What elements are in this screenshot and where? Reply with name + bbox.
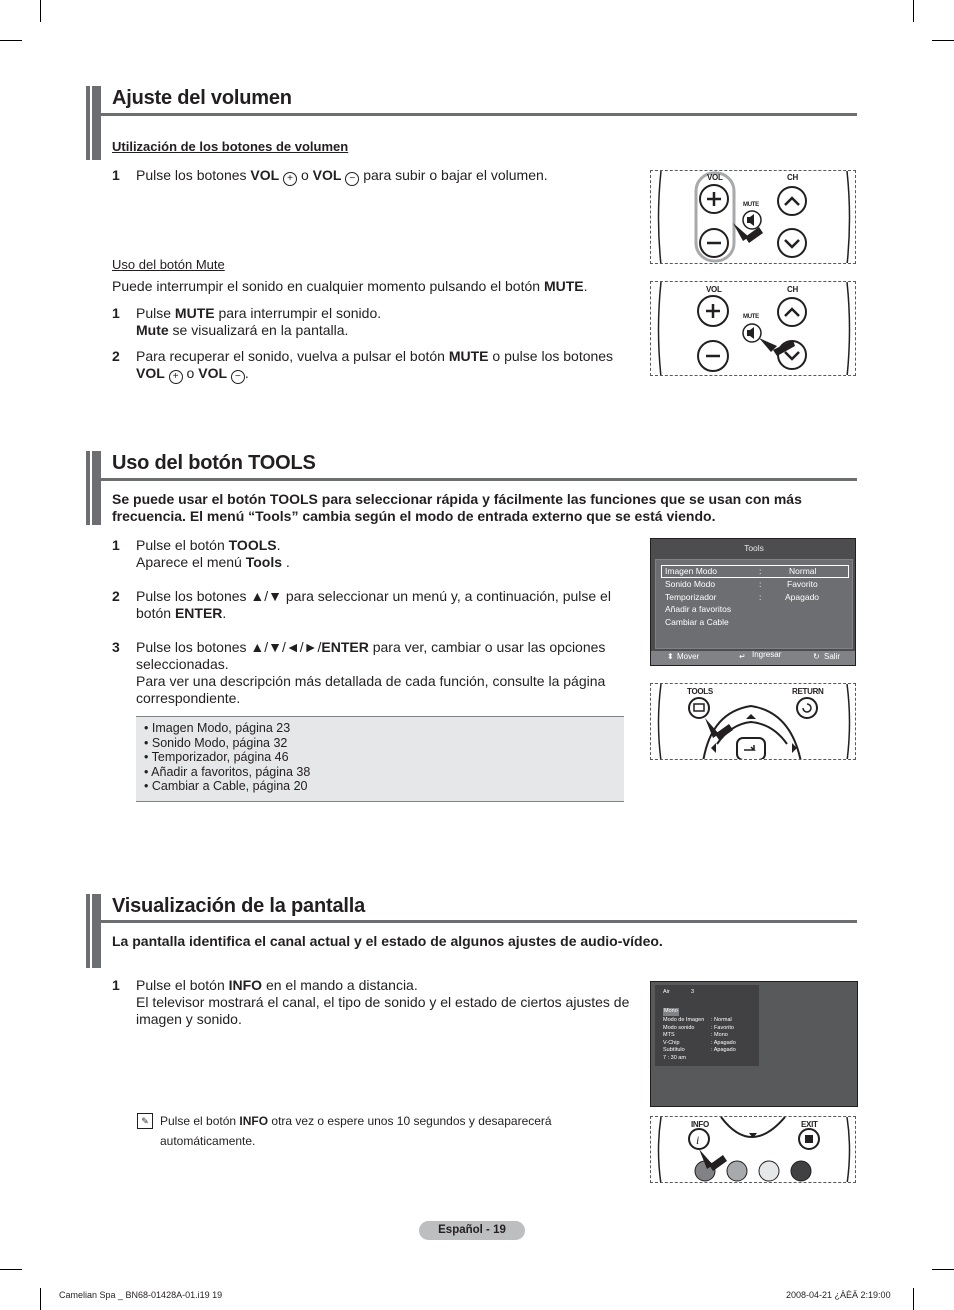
tools-menu-screen [650, 538, 856, 666]
exit-label: EXIT [801, 1120, 818, 1129]
section-bar [86, 451, 101, 525]
subheading-mute: Uso del botón Mute [112, 257, 225, 272]
vol-label: VOL [706, 285, 722, 294]
return-label: RETURN [792, 687, 824, 696]
step-number: 1 [112, 537, 120, 553]
enter-icon: ↵ [739, 652, 746, 661]
section-title-display: Visualización de la pantalla [112, 895, 366, 917]
plus-icon: + [283, 172, 297, 186]
section-bar [86, 894, 101, 968]
info-channel: 3 [691, 989, 695, 995]
section-title-volume: Ajuste del volumen [112, 87, 292, 109]
remote-illustration-mute [650, 281, 856, 376]
step-number: 2 [112, 348, 120, 364]
tools-intro: Se puede usar el botón TOOLS para seleccionar rápida y fácilmente las funciones que se usan con más frecuencia. El menú “Tools” cambia según el modo de entrada externo que se está viendo. [112, 491, 802, 524]
step-text: Pulse los botones VOL + o VOL − para subir o bajar el volumen. [136, 167, 548, 184]
page-number-badge: Español - 19 [419, 1221, 525, 1240]
step-text: Pulse los botones ▲/▼/◄/►/ENTER para ver, cambiar o usar las opciones seleccionadas. Para ver una descripción más detallada de cada función, consulte la página correspondiente. [136, 639, 606, 706]
tools-menu-title: Tools [744, 543, 764, 553]
step-number: 2 [112, 588, 120, 604]
list-item: • Temporizador, página 46 [154, 750, 624, 765]
remote-illustration-tools [650, 683, 856, 760]
tools-label: TOOLS [687, 687, 713, 696]
print-slug-left: Camelian Spa _ BN68-01428A-01.i19 19 [59, 1290, 223, 1300]
remote-illustration-info [650, 1116, 856, 1183]
step-text: Pulse MUTE para interrumpir el sonido. Mute se visualizará en la pantalla. [136, 305, 382, 338]
plus-icon: + [169, 370, 183, 384]
section-rule [101, 920, 857, 923]
list-item: • Añadir a favoritos, página 38 [154, 765, 624, 780]
minus-icon: − [345, 172, 359, 186]
section-bar [86, 86, 101, 160]
list-item: • Imagen Modo, página 23 [154, 721, 624, 736]
move-icon: ⬍ [667, 652, 674, 661]
step-number: 3 [112, 639, 120, 655]
mute-label: MUTE [743, 202, 759, 208]
step-text: Pulse el botón TOOLS. Aparece el menú Tools . [136, 537, 290, 570]
step-number: 1 [112, 977, 120, 993]
subheading-volume-buttons: Utilización de los botones de volumen [112, 139, 349, 154]
step-number: 1 [112, 167, 120, 183]
display-intro: La pantalla identifica el canal actual y el estado de algunos ajustes de audio-vídeo. [112, 933, 663, 949]
minus-icon: − [231, 370, 245, 384]
remote-illustration-volume [650, 170, 856, 264]
page-reference-list [136, 716, 624, 802]
move-label: Mover [677, 652, 700, 661]
svg-text:i: i [696, 1133, 700, 1147]
list-item: • Cambiar a Cable, página 20 [154, 779, 624, 794]
info-label: INFO [691, 1120, 709, 1129]
ch-label: CH [787, 173, 798, 182]
info-sound: Mono [664, 1008, 678, 1014]
ch-label: CH [787, 285, 798, 294]
mute-intro: Puede interrumpir el sonido en cualquier momento pulsando el botón MUTE. [112, 278, 588, 294]
exit-icon: ↻ [813, 652, 820, 661]
vol-label: VOL [707, 173, 723, 182]
step-text: Pulse los botones ▲/▼ para seleccionar un menú y, a continuación, pulse el botón ENTER. [136, 588, 611, 621]
enter-label: Ingresar [752, 650, 782, 659]
step-text: Pulse el botón INFO en el mando a distancia. El televisor mostrará el canal, el tipo de sonido y el estado de ciertos ajustes de imagen y sonido. [136, 977, 630, 1027]
section-title-tools: Uso del botón TOOLS [112, 452, 316, 474]
section-rule [101, 113, 857, 116]
section-rule [101, 478, 857, 481]
note-text: Pulse el botón INFO otra vez o espere unos 10 segundos y desaparecerá automáticamente. [160, 1114, 552, 1148]
tools-menu-row[interactable]: Imagen Modo : Normal Sonido Modo : Favorito Temporizador : Apagado Añadir a favoritos Cambiar a Cable [665, 566, 820, 628]
step-text: Para recuperar el sonido, vuelva a pulsar el botón MUTE o pulse los botones VOL + o VOL − . [136, 348, 614, 382]
exit-label: Salir [824, 652, 841, 661]
list-item: • Sonido Modo, página 32 [154, 736, 624, 751]
info-source: Air [663, 989, 670, 995]
note-icon: ✎ [137, 1113, 153, 1129]
print-slug-right: 2008-04-21 ¿ÀÈÄ 2:19:00 [786, 1290, 891, 1300]
step-number: 1 [112, 305, 120, 321]
mute-label: MUTE [743, 314, 759, 320]
info-screen: Air 3 Mono Modo de Imagen : Normal Modo sonido : Favorito MTS : Mono V-Chip : Apagado Subtítulo : Apagado 7 : 30 am [650, 981, 858, 1107]
